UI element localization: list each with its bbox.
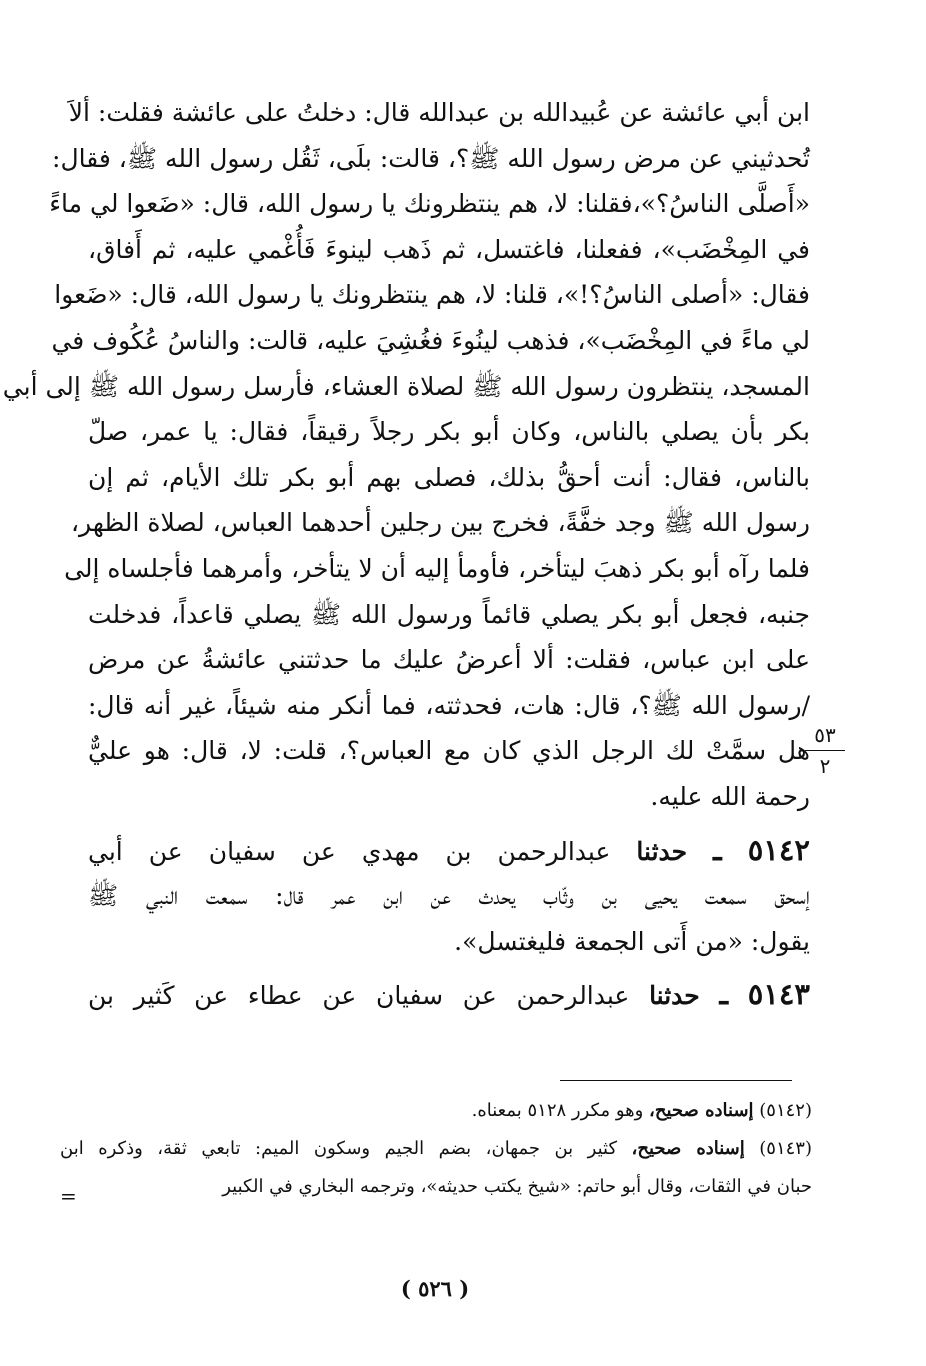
footnotes-block [60,1092,812,1206]
text-line: رسول الله ﷺ وجد خفَّةً، فخرج بين رجلين أحدهما العباس، لصلاة الظهر، [70,508,810,538]
margin-note-top: ٥٣ [814,723,836,747]
text-line: بالناس، فقال: أنت أحقُّ بذلك، فصلى بهم أبو بكر تلك الأيام، ثم إن [88,462,810,492]
footnote-grading: إسناده صحيح، [649,1100,754,1121]
footnote-text: وهو مكرر ٥١٢٨ بمعناه. [471,1100,644,1121]
text-line: على ابن عباس، فقلت: ألا أعرضُ عليك ما حدثتني عائشةُ عن مرض [88,645,810,675]
footnote-continuation-mark: = [60,1184,77,1208]
footnote-5143-continued: حبان في الثقات، وقال أبو حاتم: «شيخ يكتب حديثه»، وترجمه البخاري في الكبير [222,1176,812,1197]
footnote-grading: إسناده صحيح، [631,1138,745,1159]
hadith-keyword: حدثنا [649,981,700,1011]
text-line: فلما رآه أبو بكر ذهبَ ليتأخر، فأومأ إليه أن لا يتأخر، وأمرهما فأجلساه إلى [64,553,810,583]
text-line: يقول: «من أَتى الجمعة فليغتسل». [454,926,810,956]
text-line: هل سمَّتْ لك الرجل الذي كان مع العباس؟، قلت: لا، قال: هو عليٌّ [88,736,810,766]
text-line: تُحدثيني عن مرض رسول الله ﷺ؟، قالت: بلَى، ثَقُل رسول الله ﷺ، فقال: [52,143,810,173]
footnote-text: كثير بن جمهان، بضم الجيم وسكون الميم: تابعي ثقة، وذكره ابن [60,1138,618,1159]
margin-note-divider [805,750,845,751]
footnote-5142 [60,1092,812,1130]
margin-volume-page-note [800,722,850,779]
hadith-text: عبدالرحمن عن سفيان عن عطاء عن كَثير بن [88,981,630,1011]
text-line: فقال: «أصلى الناسُ؟!»، قلنا: لا، هم ينتظرونك يا رسول الله، قال: «ضَعوا [54,280,810,310]
hadith-number: ٥١٤٢ [747,832,810,867]
hadith-number: ٥١٤٣ [747,977,811,1012]
hadith-5143-heading [88,972,810,1018]
footnote-ref: (٥١٤٣) [759,1138,812,1159]
hadith-dash: ـ [713,832,722,867]
text-line: بكر بأن يصلي بالناس، وكان أبو بكر رجلاً رقيقاً، فقال: يا عمر، صلّ [88,417,810,447]
footnote-separator [560,1080,792,1081]
text-line: جنبه، فجعل أبو بكر يصلي قائماً ورسول الله ﷺ يصلي قاعداً، فدخلت [88,599,810,629]
text-line: لي ماءً في المِخْضَب»، فذهب لينُوءَ فغُشِيَ عليه، قالت: والناسُ عُكُوف في [51,325,810,355]
text-line: رحمة الله عليه. [650,781,810,811]
text-line: «أَصلَّى الناسُ؟»،فقلنا: لا، هم ينتظرونك يا رسول الله، قال: «ضَعوا لي ماءً [49,189,810,219]
footnote-5143 [60,1130,812,1168]
text-line: /رسول الله ﷺ؟، قال: هات، فحدثته، فما أنكر منه شيئاً، غير أنه قال: [88,690,810,720]
page-number: ( ٥٢٦ ) [400,1276,470,1301]
hadith-5142-heading [88,828,810,874]
text-line: ابن أبي عائشة عن عُبيدالله بن عبدالله قال: دخلتُ على عائشة فقلت: ألاَ [68,98,810,127]
hadith-text: عبدالرحمن بن مهدي عن سفيان عن أبي [88,836,611,866]
hadith-keyword: حدثنا [636,836,688,866]
footnote-ref: (٥١٤٢) [759,1100,812,1121]
text-line: المسجد، ينتظرون رسول الله ﷺ لصلاة العشاء، فأرسل رسول الله ﷺ إلى أبي [2,371,810,401]
text-line: في المِخْضَب»، ففعلنا، فاغتسل، ثم ذَهب لينوءَ فَأُغْمي عليه، ثم أَفاق، [88,234,810,264]
margin-note-bottom: ٢ [819,754,831,778]
hadith-dash: ـ [719,977,728,1012]
main-text-block [2,90,811,1018]
text-line: إسحق سمعت يحيى بن وثّاب يحدث عن ابن عمر قال: سمعت النبي ﷺ [88,881,810,911]
